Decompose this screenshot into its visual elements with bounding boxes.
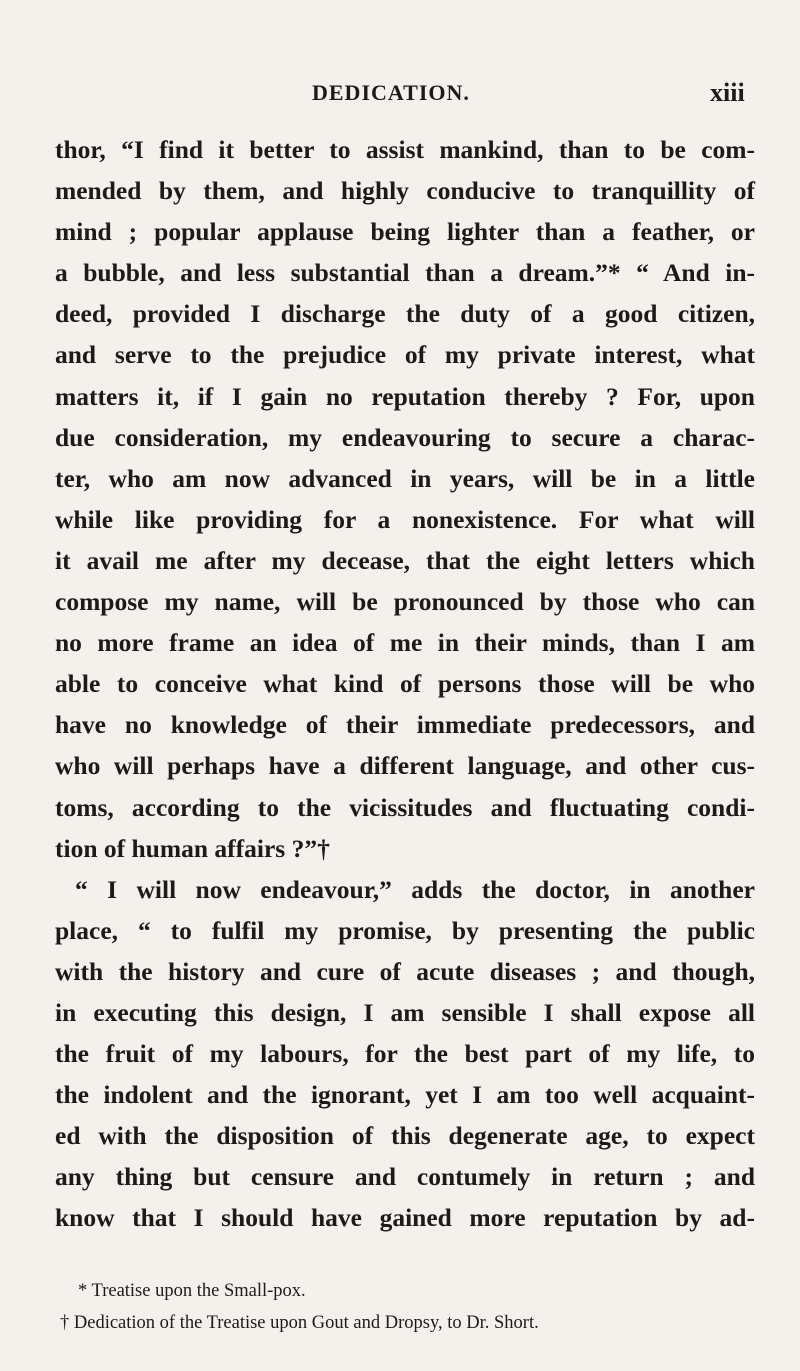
text-line: due consideration, my endeavouring to secure a charac- — [55, 422, 755, 452]
text-line: toms, according to the vicissitudes and fluctuating condi- — [55, 792, 755, 822]
footnote: * Treatise upon the Small-pox. — [78, 1281, 306, 1301]
body-text — [55, 129, 755, 1239]
text-line: thor, “I find it better to assist mankind, than to be com- — [55, 135, 755, 164]
text-line: compose my name, will be pronounced by those who can — [55, 587, 755, 617]
text-line: and serve to the prejudice of my private interest, what — [55, 340, 755, 370]
text-line: with the history and cure of acute diseases ; and though, — [55, 956, 755, 986]
text-line: any thing but censure and contumely in return ; and — [55, 1162, 755, 1192]
text-line: tion of human affairs ?”† — [55, 833, 330, 863]
text-line: able to conceive what kind of persons those will be who — [55, 669, 755, 699]
text-line: in executing this design, I am sensible I shall expose all — [55, 997, 755, 1027]
text-line: “ I will now endeavour,” adds the doctor, in another — [75, 874, 755, 904]
running-head: DEDICATION. — [312, 80, 470, 105]
text-line: it avail me after my decease, that the eight letters which — [55, 545, 755, 575]
footnote: † Dedication of the Treatise upon Gout and Dropsy, to Dr. Short. — [60, 1313, 539, 1333]
page-number: xiii — [710, 78, 745, 107]
text-line: matters it, if I gain no reputation thereby ? For, upon — [55, 381, 755, 411]
text-line: the indolent and the ignorant, yet I am too well acquaint- — [55, 1080, 755, 1110]
text-line: the fruit of my labours, for the best part of my life, to — [55, 1039, 755, 1069]
footnotes — [60, 1275, 760, 1339]
text-line: place, “ to fulfil my promise, by presenting the public — [55, 915, 755, 945]
text-line: while like providing for a nonexistence. For what will — [55, 504, 755, 534]
text-line: a bubble, and less substantial than a dream.”* “ And in- — [55, 258, 755, 288]
page-header — [0, 74, 800, 114]
text-line: deed, provided I discharge the duty of a good citizen, — [55, 299, 755, 329]
text-line: have no knowledge of their immediate predecessors, and — [55, 710, 755, 740]
text-line: ed with the disposition of this degenerate age, to expect — [55, 1121, 755, 1151]
text-line: ter, who am now advanced in years, will be in a little — [55, 463, 755, 493]
text-line: no more frame an idea of me in their minds, than I am — [55, 628, 755, 658]
text-line: know that I should have gained more reputation by ad- — [55, 1203, 755, 1233]
text-line: who will perhaps have a different language, and other cus- — [55, 751, 755, 781]
text-line: mended by them, and highly conducive to tranquillity of — [55, 176, 755, 206]
text-line: mind ; popular applause being lighter than a feather, or — [55, 217, 755, 247]
